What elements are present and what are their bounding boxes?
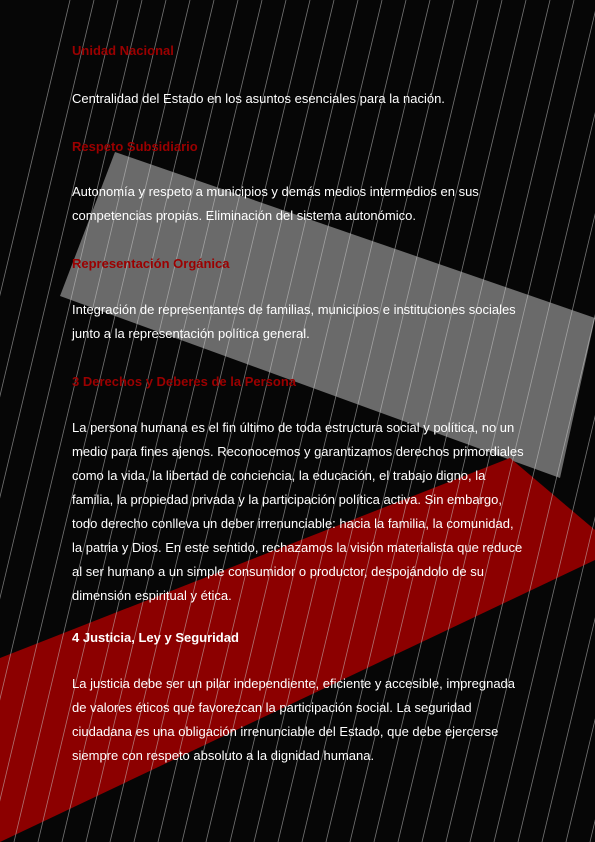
section-heading: 4 Justicia, Ley y Seguridad [72,630,239,645]
section-justicia-ley-seguridad [72,630,527,646]
section-paragraph: Integración de representantes de familias, municipios e instituciones sociales junto a la representación política general. [72,302,516,341]
section-heading: 3 Derechos y Deberes de la Persona [72,374,297,389]
section-heading: Representación Orgánica [72,256,230,271]
section-paragraph: La persona humana es el fin último de toda estructura social y política, no un medio para fines ajenos. Reconocemos y garantizamos derechos primordiales como la vida, la libertad de conciencia, la educación, el trabajo digno, la familia, la propiedad privada y la participación política activa. Sin embargo, todo derecho conlleva un deber irrenunciable: hacia la familia, la comunidad, la patria y Dios. En este sentido, rechazamos la visión materialista que reduce al ser humano a un simple consumidor o productor, despojándolo de su dimensión espiritual y ética. [72,420,524,603]
section-derechos-deberes [72,374,527,390]
section-heading: Unidad Nacional [72,43,174,58]
section-paragraph: La justicia debe ser un pilar independiente, eficiente y accesible, impregnada de valores éticos que favorezcan la participación social. La seguridad ciudadana es una obligación irrenunciable del Estado, que debe ejercerse siempre con respeto absoluto a la dignidad humana. [72,676,516,763]
section-derechos-deberes-text [72,416,527,608]
section-respeto-subsidiario [72,139,527,155]
section-unidad-nacional [72,43,527,59]
section-justicia-ley-seguridad-text [72,672,527,768]
section-heading: Respeto Subsidiario [72,139,198,154]
section-paragraph: Autonomía y respeto a municipios y demás medios intermedios en sus competencias propias. Eliminación del sistema autonómico. [72,184,479,223]
section-paragraph: Centralidad del Estado en los asuntos esenciales para la nación. [72,91,445,106]
section-respeto-subsidiario-text [72,180,527,228]
section-unidad-nacional-text [72,87,527,111]
section-representacion-organica [72,256,527,272]
section-representacion-organica-text [72,298,527,346]
